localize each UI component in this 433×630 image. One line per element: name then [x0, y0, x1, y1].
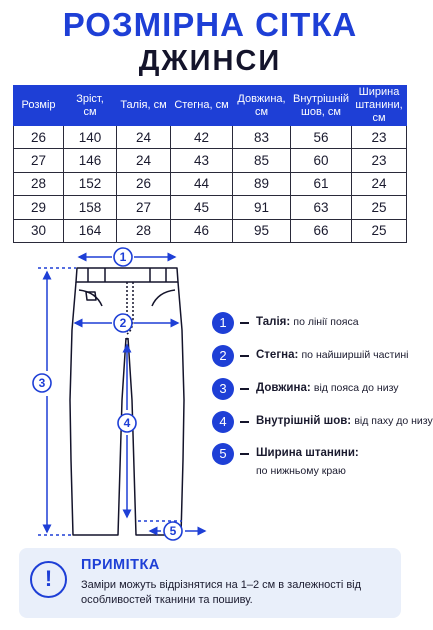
table-cell: 91: [233, 196, 291, 219]
table-cell: 44: [171, 172, 233, 195]
table-cell: 152: [64, 172, 117, 195]
legend-number: 3: [212, 378, 234, 400]
legend-text: Талія: по лінії пояса: [256, 316, 359, 328]
table-cell: 27: [14, 149, 64, 172]
legend-text-secondary: по нижньому краю: [256, 465, 346, 477]
table-cell: 24: [117, 149, 171, 172]
table-cell: 43: [171, 149, 233, 172]
table-cell: 30: [14, 219, 64, 242]
table-cell: 28: [14, 172, 64, 195]
note-box: [19, 548, 401, 618]
column-header-height: Зріст, см: [64, 86, 117, 126]
table-cell: 25: [352, 196, 407, 219]
table-header-row: [14, 86, 407, 126]
marker-2-label: 2: [119, 316, 127, 330]
table-cell: 46: [171, 219, 233, 242]
table-cell: 24: [352, 172, 407, 195]
crotch-seam: [126, 338, 128, 339]
table-cell: 140: [64, 126, 117, 149]
front-pocket-right: [152, 290, 175, 306]
note-text: Заміри можуть відрізнятися на 1–2 см в залежності від особливостей тканини та пошиву.: [81, 579, 362, 606]
note-title: ПРИМІТКА: [81, 557, 160, 573]
table-row: [14, 196, 407, 219]
belt-loops: [88, 268, 166, 282]
legend-dash: [240, 388, 249, 390]
table-cell: 158: [64, 196, 117, 219]
table-cell: 146: [64, 149, 117, 172]
column-header-waist: Талія, см: [117, 86, 171, 126]
table-cell: 26: [117, 172, 171, 195]
table-cell: 26: [14, 126, 64, 149]
table-cell: 95: [233, 219, 291, 242]
legend-text: Внутрішній шов: від паху до низу: [256, 415, 433, 427]
table-cell: 23: [352, 149, 407, 172]
marker-4-label: 4: [123, 416, 131, 430]
table-row: [14, 219, 407, 242]
legend-number: 1: [212, 312, 234, 334]
legend-text: Ширина штанини:: [256, 447, 359, 459]
table-cell: 83: [233, 126, 291, 149]
table-cell: 25: [352, 219, 407, 242]
legend-text: Стегна: по найширшій частині: [256, 349, 409, 361]
table-cell: 164: [64, 219, 117, 242]
table-cell: 56: [291, 126, 352, 149]
table-row: [14, 126, 407, 149]
size-table: [13, 85, 407, 243]
table-row: [14, 172, 407, 195]
table-cell: 63: [291, 196, 352, 219]
column-header-leg-width: Ширина штанини, см: [352, 86, 407, 126]
exclamation-icon: !: [30, 561, 67, 598]
legend-number: 4: [212, 411, 234, 433]
jeans-diagram: [0, 245, 212, 545]
legend-dash: [240, 322, 249, 324]
table-cell: 28: [117, 219, 171, 242]
table-cell: 42: [171, 126, 233, 149]
marker-3-label: 3: [38, 376, 46, 390]
marker-circles: [33, 248, 182, 540]
waistband: [76, 268, 178, 282]
page-title: РОЗМІРНА СІТКА: [62, 6, 358, 43]
table-cell: 29: [14, 196, 64, 219]
column-header-length: Довжина, см: [233, 86, 291, 126]
table-cell: 85: [233, 149, 291, 172]
legend-dash: [240, 421, 249, 423]
table-cell: 45: [171, 196, 233, 219]
table-cell: 66: [291, 219, 352, 242]
legend-dash: [240, 355, 249, 357]
marker-5-label: 5: [169, 524, 177, 538]
table-cell: 61: [291, 172, 352, 195]
marker-1-label: 1: [119, 250, 127, 264]
column-header-inseam: Внутрішній шов, см: [291, 86, 352, 126]
column-header-hips: Стегна, см: [171, 86, 233, 126]
legend-number: 2: [212, 345, 234, 367]
right-leg: [128, 282, 184, 535]
table-cell: 24: [117, 126, 171, 149]
table-cell: 23: [352, 126, 407, 149]
legend-dash: [240, 453, 249, 455]
table-cell: 60: [291, 149, 352, 172]
table-cell: 89: [233, 172, 291, 195]
legend-text: Довжина: від пояса до низу: [256, 382, 399, 394]
column-header-size: Розмір: [14, 86, 64, 126]
table-row: [14, 149, 407, 172]
page-subtitle: ДЖИНСИ: [138, 45, 282, 77]
marker-labels: [39, 250, 177, 538]
table-cell: 27: [117, 196, 171, 219]
legend-number: 5: [212, 443, 234, 465]
